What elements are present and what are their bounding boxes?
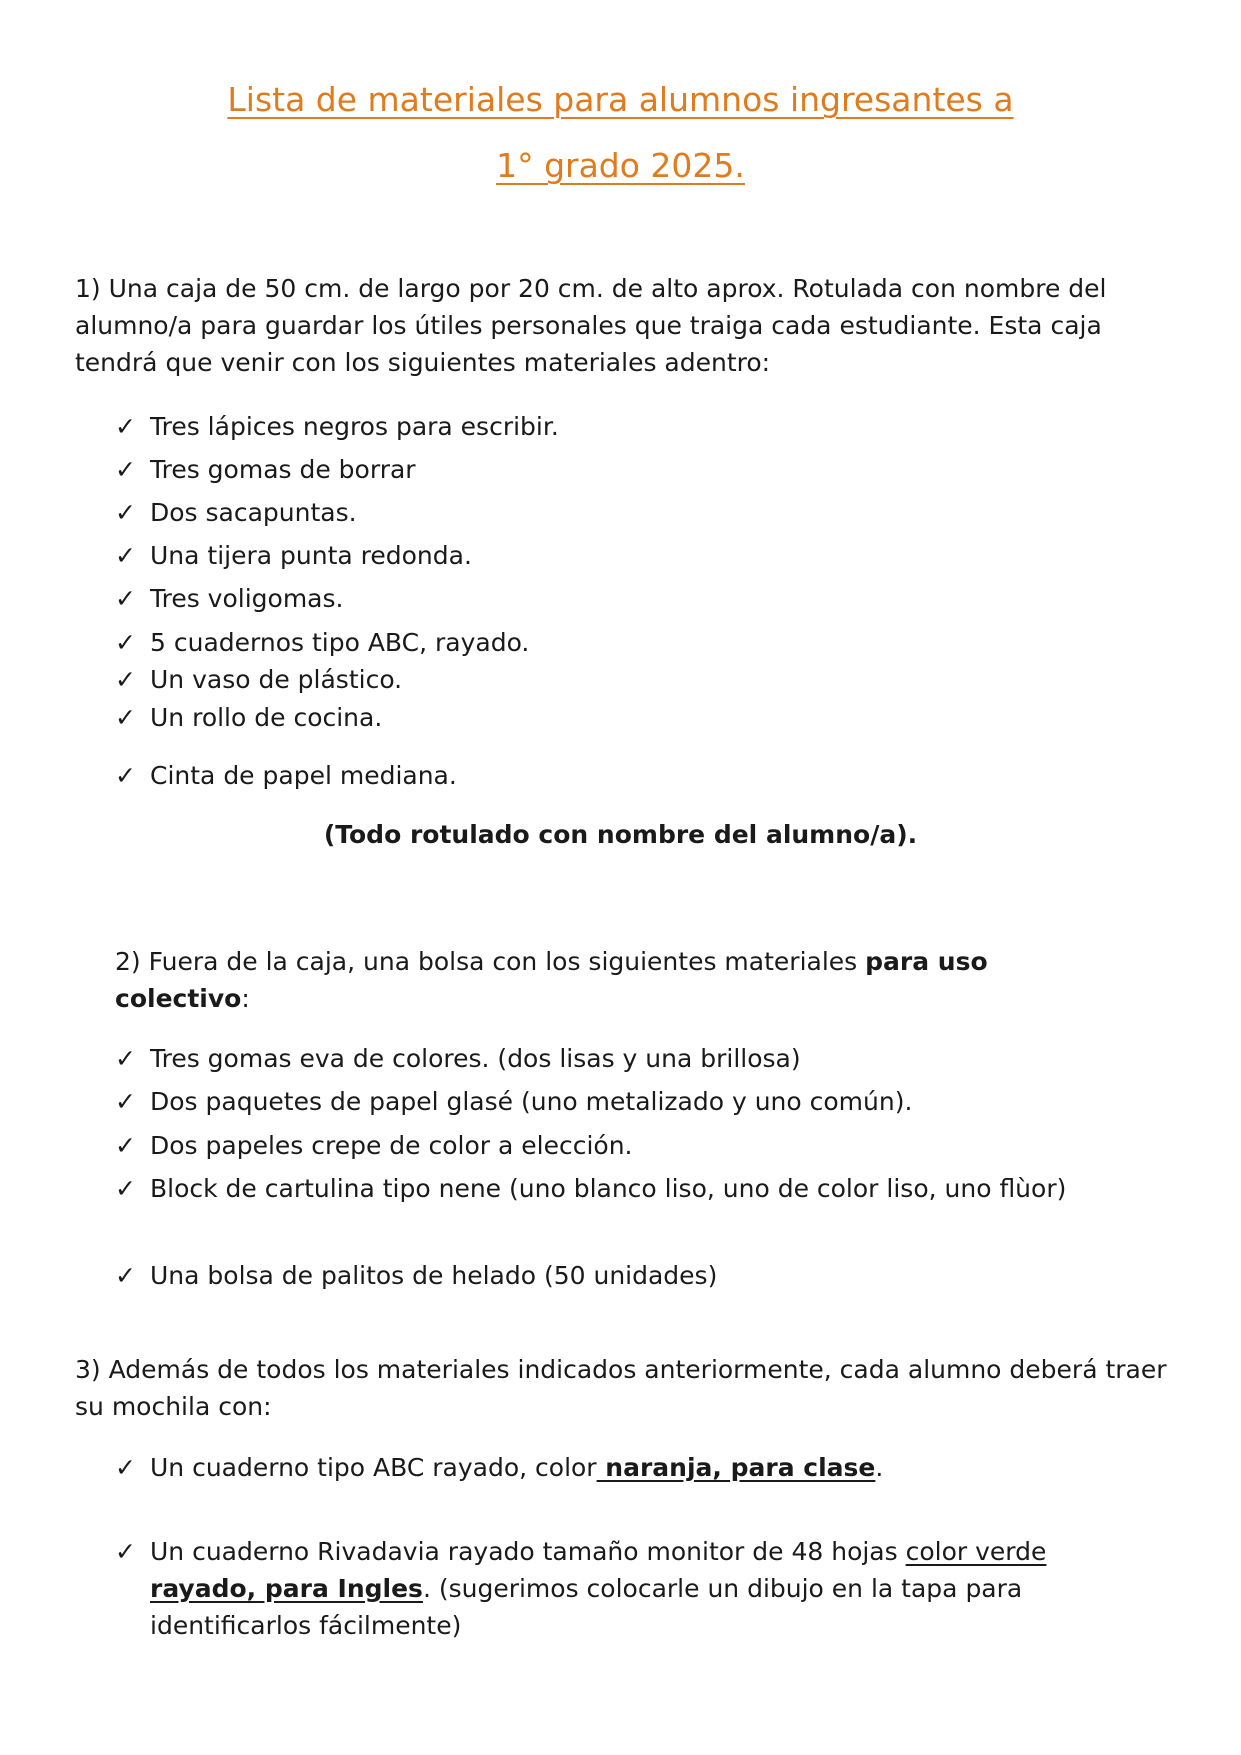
list-item-text: Tres gomas eva de colores. (dos lisas y una brillosa) xyxy=(150,1044,801,1073)
document-title-line1: Lista de materiales para alumnos ingresantes a xyxy=(227,80,1014,119)
list-item-text: Dos papeles crepe de color a elección. xyxy=(150,1131,633,1160)
check-icon: ✓ xyxy=(115,498,136,527)
item-text-underline: color verde xyxy=(905,1537,1047,1566)
list-item-text: 5 cuadernos tipo ABC, rayado. xyxy=(150,628,530,657)
list-item-text: Un rollo de cocina. xyxy=(150,703,383,732)
section2-intro xyxy=(115,943,1115,1017)
list-item-text xyxy=(150,1449,883,1486)
check-icon: ✓ xyxy=(115,703,136,732)
check-icon: ✓ xyxy=(115,1044,136,1073)
item-text-emphasis: rayado, para Ingles xyxy=(150,1574,423,1603)
item-text-emphasis: naranja, para clase xyxy=(596,1453,876,1482)
item-text-plain: Un cuaderno tipo ABC rayado, color xyxy=(150,1453,597,1482)
check-icon: ✓ xyxy=(115,628,136,657)
check-icon: ✓ xyxy=(115,1131,136,1160)
item-text-end: . (sugerimos colocarle un dibujo en la tapa para identificarlos fácilmente) xyxy=(150,1574,1023,1640)
list-item-text xyxy=(150,1533,1150,1644)
item-text-end: . xyxy=(875,1453,884,1482)
check-icon: ✓ xyxy=(115,1453,136,1482)
check-icon: ✓ xyxy=(115,665,136,694)
list-item-text: Un vaso de plástico. xyxy=(150,665,403,694)
check-icon: ✓ xyxy=(115,1261,136,1290)
item-text-plain: Un cuaderno Rivadavia rayado tamaño monitor de 48 hojas xyxy=(150,1537,906,1566)
section2-intro-bold: para uso colectivo xyxy=(115,947,988,1013)
list-item-text: Cinta de papel mediana. xyxy=(150,761,457,790)
list-item-text: Dos paquetes de papel glasé (uno metalizado y uno común). xyxy=(150,1087,913,1116)
section3-intro: 3) Además de todos los materiales indicados anteriormente, cada alumno deberá traer su mochila con: xyxy=(75,1355,1167,1421)
list-item-text: Una bolsa de palitos de helado (50 unidades) xyxy=(150,1261,718,1290)
section1-intro: 1) Una caja de 50 cm. de largo por 20 cm. de alto aprox. Rotulada con nombre del alumno/a para guardar los útiles personales que traiga cada estudiante. Esta caja tendrá que venir con los siguientes materiales adentro: xyxy=(75,274,1107,377)
check-icon: ✓ xyxy=(115,1174,136,1203)
list-item-text: Tres voligomas. xyxy=(150,584,344,613)
document-title-line2: 1° grado 2025. xyxy=(496,146,745,185)
section1-note: (Todo rotulado con nombre del alumno/a). xyxy=(323,820,918,849)
section2-intro-end: : xyxy=(241,984,250,1013)
check-icon: ✓ xyxy=(115,541,136,570)
check-icon: ✓ xyxy=(115,584,136,613)
check-icon: ✓ xyxy=(115,1087,136,1116)
list-item-text: Dos sacapuntas. xyxy=(150,498,357,527)
list-item-text: Block de cartulina tipo nene (uno blanco liso, uno de color liso, uno flùor) xyxy=(150,1174,1067,1203)
list-item-text: Tres lápices negros para escribir. xyxy=(150,412,559,441)
list-item-text: Tres gomas de borrar xyxy=(150,455,416,484)
list-item-text: Una tijera punta redonda. xyxy=(150,541,472,570)
check-icon: ✓ xyxy=(115,455,136,484)
check-icon: ✓ xyxy=(115,1537,136,1566)
check-icon: ✓ xyxy=(115,412,136,441)
section2-intro-text: 2) Fuera de la caja, una bolsa con los siguientes materiales xyxy=(115,947,866,976)
check-icon: ✓ xyxy=(115,761,136,790)
